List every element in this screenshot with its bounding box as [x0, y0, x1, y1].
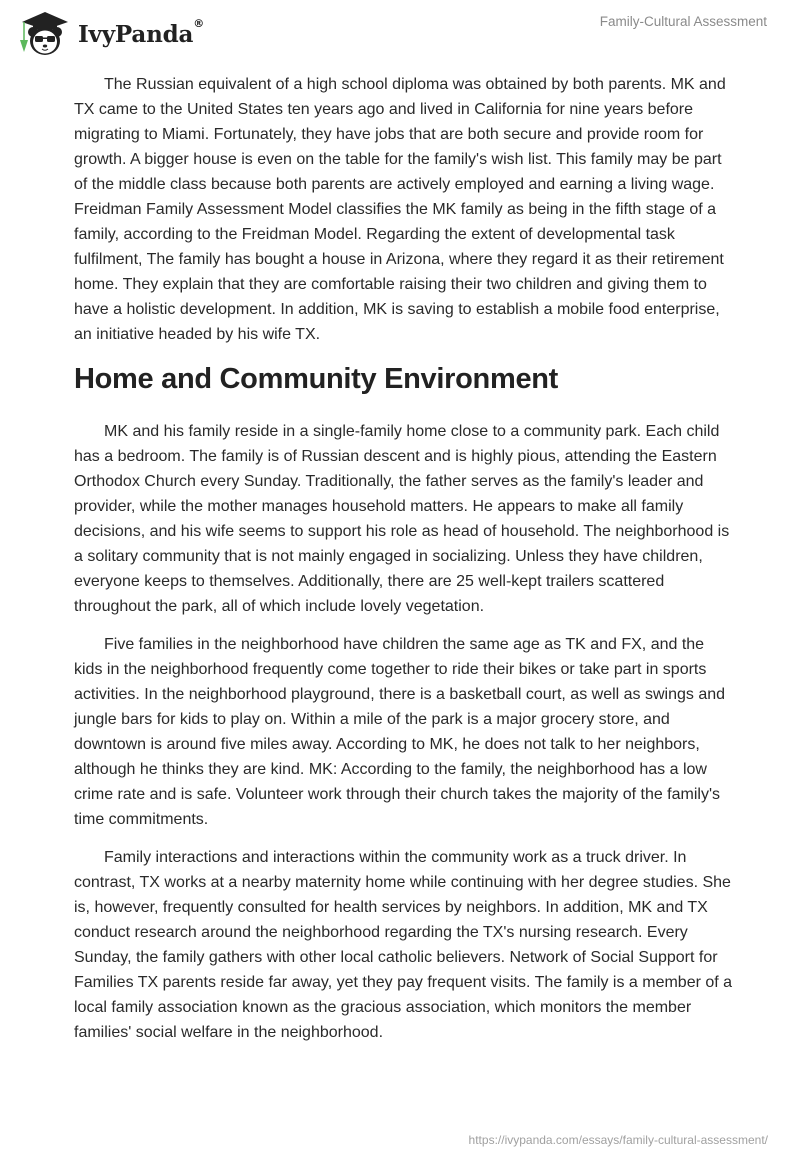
- body-paragraph: Five families in the neighborhood have children the same age as TK and FX, and the kids in the neighborhood frequently come together to ride their bikes or take part in sports activities. In the neighborhood playground, there is a basketball court, as well as swings and jungle bars for kids to play on. Within a mile of the park is a major grocery store, and downtown is around five miles away. According to MK, he does not talk to her neighbors, although he thinks they are kind. MK: According to the family, the neighborhood has a low crime rate and is safe. Volunteer work through their church takes the majority of the family's time commitments.: [74, 636, 726, 828]
- essay-content: [74, 72, 734, 1058]
- page-header: [0, 0, 800, 60]
- intro-paragraph: The Russian equivalent of a high school diploma was obtained by both parents. MK and TX came to the United States ten years ago and lived in California for nine years before migrating to Miami. Fortunately, they have jobs that are both secure and provide room for growth. A bigger house is even on the table for the family's wish list. This family may be part of the middle class because both parents are actively employed and earning a living wage. Freidman Family Assessment Model classifies the MK family as being in the fifth stage of a family, according to the Freidman Model. Regarding the extent of developmental task fulfilment, The family has bought a house in Arizona, where they regard it as their retirement home. They explain that they are comfortable raising their two children and giving them to have a holistic development. In addition, MK is saving to establish a mobile food enterprise, an initiative headed by his wife TX.: [74, 76, 726, 343]
- panda-graduate-logo-icon: [16, 8, 74, 58]
- document-title: Family-Cultural Assessment: [599, 14, 767, 29]
- ivypanda-logo[interactable]: [16, 8, 204, 58]
- section-heading: Home and Community Environment: [74, 363, 559, 395]
- brand-name: IvyPanda®: [78, 16, 204, 48]
- body-paragraph: Family interactions and interactions within the community work as a truck driver. In contrast, TX works at a nearby maternity home while continuing with her degree studies. She is, however, frequently consulted for health services by neighbors. In addition, MK and TX conduct research around the neighborhood regarding the TX's nursing research. Every Sunday, the family gathers with other local catholic believers. Network of Social Support for Families TX parents reside far away, yet they pay frequent visits. The family is a member of a local family association known as the gracious association, which monitors the member families' social welfare in the neighborhood.: [74, 849, 733, 1041]
- source-url-link[interactable]: https://ivypanda.com/essays/family-cultural-assessment/: [468, 1133, 768, 1147]
- body-paragraph: MK and his family reside in a single-family home close to a community park. Each child has a bedroom. The family is of Russian descent and is highly pious, attending the Eastern Orthodox Church every Sunday. Traditionally, the father serves as the family's leader and provider, while the mother manages household matters. He appears to make all family decisions, and his wife seems to support his role as head of household. The neighborhood is a solitary community that is not mainly engaged in socializing. Unless they have children, everyone keeps to themselves. Additionally, there are 25 well-kept trailers scattered throughout the park, all of which include lovely vegetation.: [74, 423, 730, 615]
- registered-mark: ®: [193, 16, 204, 30]
